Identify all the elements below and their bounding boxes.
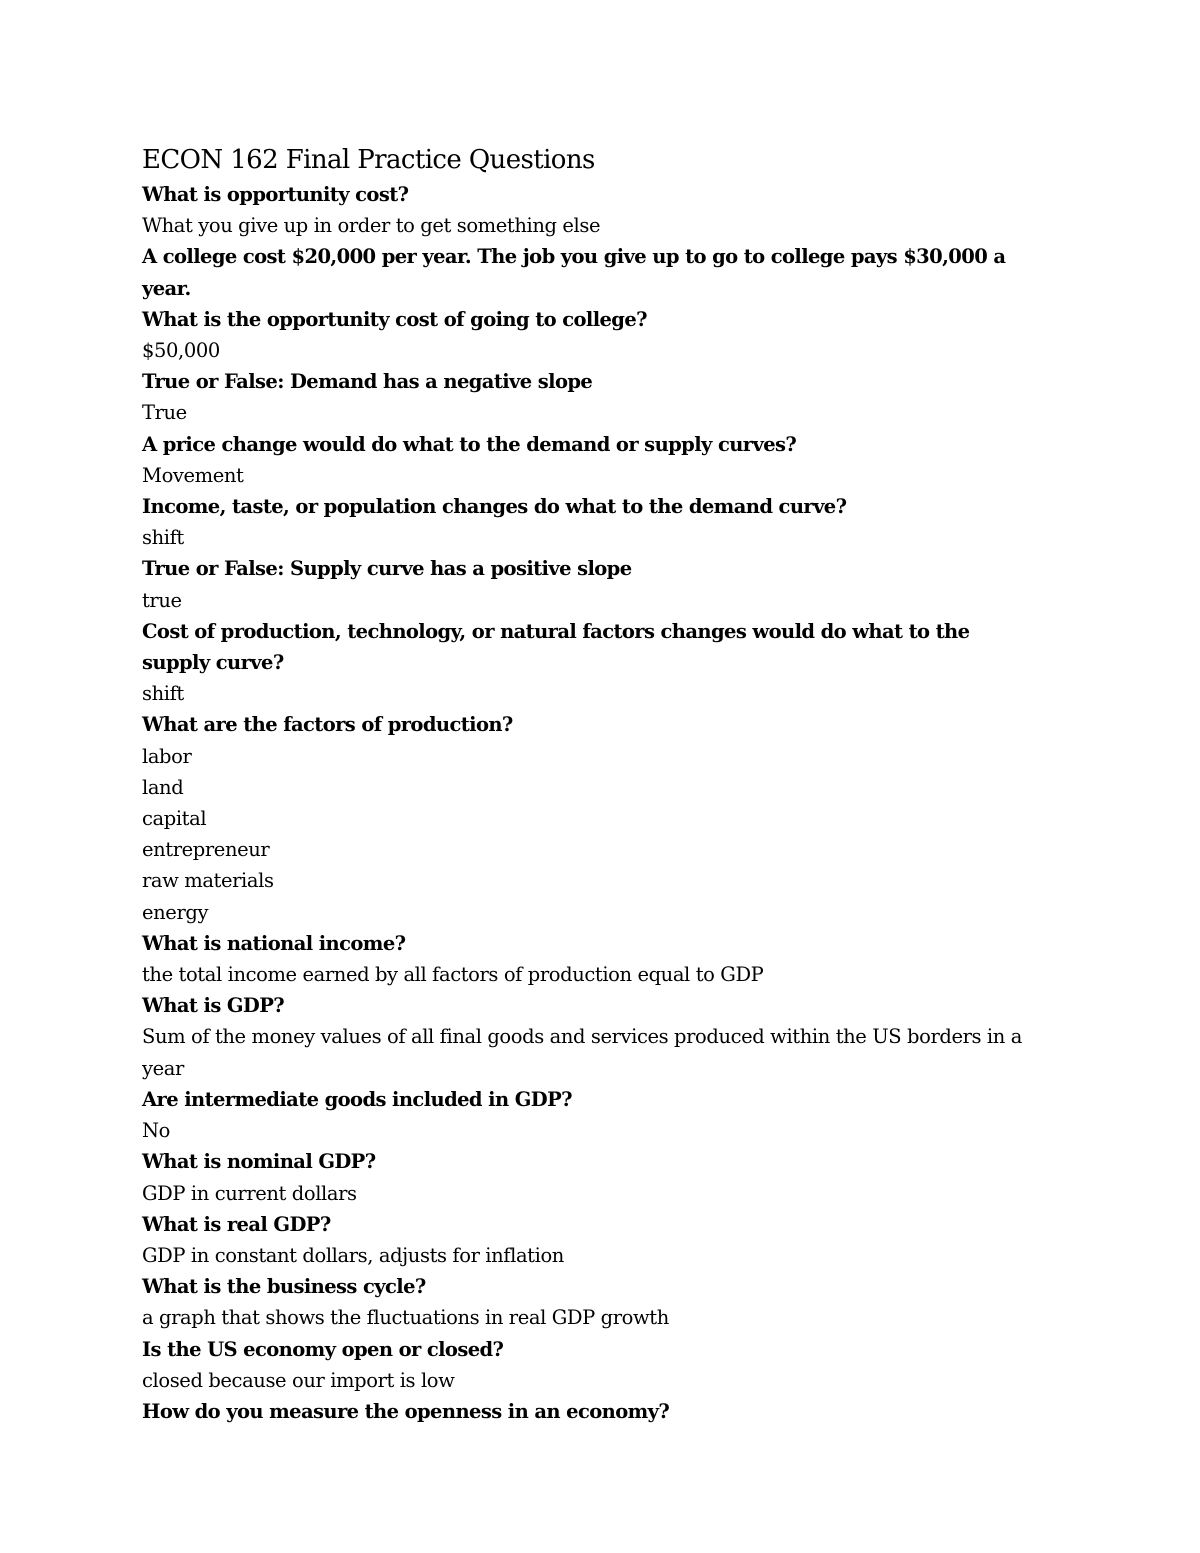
answer-text: Movement [142,463,244,487]
document-page [142,142,1042,1427]
question-text: What is national income? [142,931,406,955]
question-text: Are intermediate goods included in GDP? [142,1087,572,1111]
question-text: Income, taste, or population changes do what to the demand curve? [142,495,847,519]
question-text: A college cost $20,000 per year. The job you give up to go to college pays $30,000 a year. [142,245,1006,300]
document-body [142,179,1042,1427]
question-text: What is real GDP? [142,1212,331,1236]
answer-text: entrepreneur [142,838,270,862]
question-text: Is the US economy open or closed? [142,1337,504,1361]
question-text: A price change would do what to the demand or supply curves? [142,432,797,456]
question-text: What is the business cycle? [142,1275,426,1299]
answer-text: closed because our import is low [142,1368,455,1392]
question-text: What are the factors of production? [142,713,513,737]
answer-text: shift [142,682,184,706]
question-text: What is opportunity cost? [142,183,409,206]
answer-text: shift [142,526,184,550]
answer-text: Sum of the money values of all final goods and services produced within the US borders in a year [142,1025,1022,1080]
answer-text: land [142,775,184,799]
question-text: How do you measure the openness in an economy? [142,1399,670,1423]
answer-text: True [142,401,187,425]
question-text: What is nominal GDP? [142,1150,376,1174]
answer-text: energy [142,900,209,924]
answer-text: labor [142,744,192,768]
document-title: ECON 162 Final Practice Questions [142,145,595,175]
question-text: What is the opportunity cost of going to college? [142,307,647,331]
answer-text: a graph that shows the fluctuations in real GDP growth [142,1306,669,1330]
answer-text: $50,000 [142,339,220,363]
question-text: Cost of production, technology, or natural factors changes would do what to the supply curve? [142,619,970,675]
question-text: What is GDP? [142,994,285,1018]
answer-text: raw materials [142,869,274,893]
question-text: True or False: Demand has a negative slope [142,370,593,394]
answer-text: What you give up in order to get something else [142,214,601,238]
answer-text: true [142,588,182,612]
answer-text: GDP in constant dollars, adjusts for inflation [142,1243,564,1267]
answer-text: the total income earned by all factors of production equal to GDP [142,963,764,987]
answer-text: capital [142,807,207,831]
answer-text: GDP in current dollars [142,1181,357,1205]
answer-text: No [142,1119,171,1143]
question-text: True or False: Supply curve has a positive slope [142,557,632,581]
